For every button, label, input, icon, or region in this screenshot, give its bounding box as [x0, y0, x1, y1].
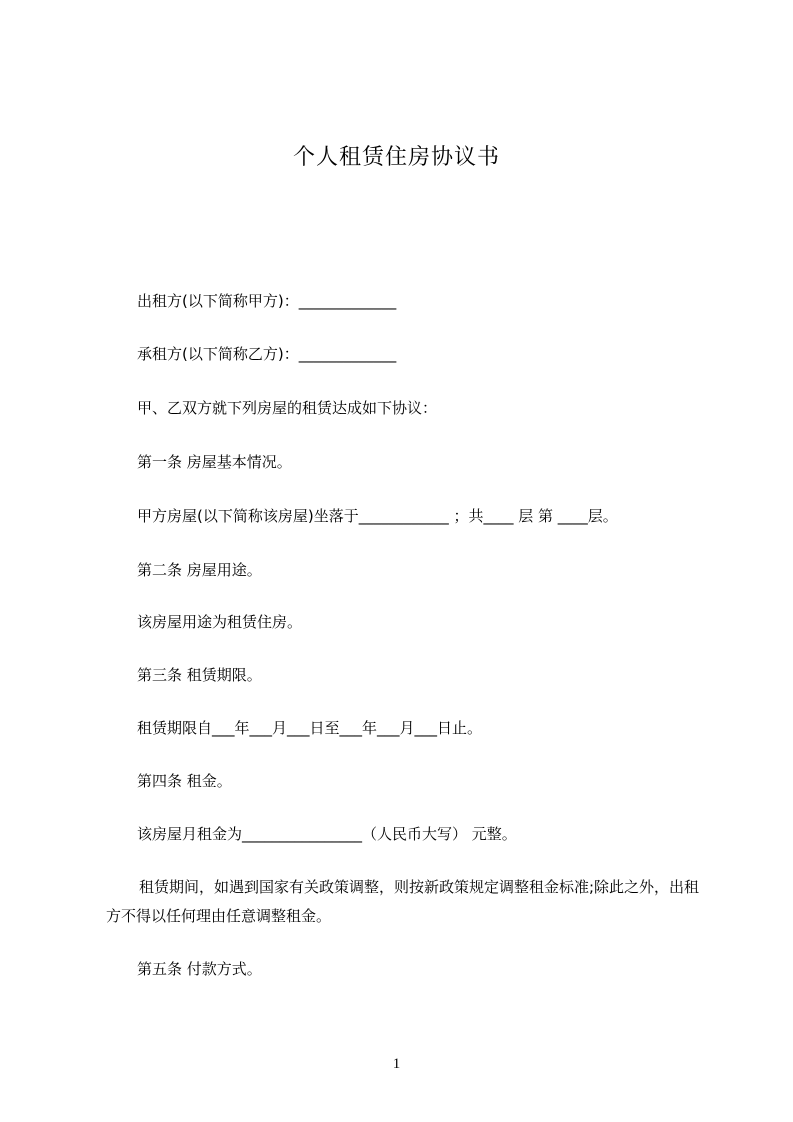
- article-2-body: 该房屋用途为租赁住房。: [137, 613, 303, 631]
- lessee-line: 承租方(以下简称乙方)：_____________: [137, 345, 397, 363]
- article-1-heading: 第一条 房屋基本情况。: [137, 453, 292, 471]
- article-3-body: 租赁期限自___年___月___日至___年___月___日止。: [137, 719, 483, 737]
- article-4-adjustment: 租赁期间，如遇到国家有关政策调整，则按新政策规定调整租金标准;除此之外，出租方不得以任何理由任意调整租金。: [106, 878, 700, 925]
- article-2-heading: 第二条 房屋用途。: [137, 561, 262, 579]
- article-1-body: 甲方房屋(以下简称该房屋)坐落于____________ ；共____ 层 第 ____层。: [137, 507, 618, 525]
- page-number: 1: [392, 1056, 401, 1072]
- article-3-heading: 第三条 租赁期限。: [137, 666, 262, 684]
- lessor-line: 出租方(以下简称甲方)：_____________: [137, 292, 397, 310]
- article-4-heading: 第四条 租金。: [137, 772, 232, 790]
- intro-paragraph: 甲、乙双方就下列房屋的租赁达成如下协议：: [137, 399, 438, 417]
- document-title: 个人租赁住房协议书: [292, 145, 500, 170]
- article-4-body: 该房屋月租金为________________（人民币大写） 元整。: [137, 825, 517, 843]
- article-5-heading: 第五条 付款方式。: [137, 960, 262, 978]
